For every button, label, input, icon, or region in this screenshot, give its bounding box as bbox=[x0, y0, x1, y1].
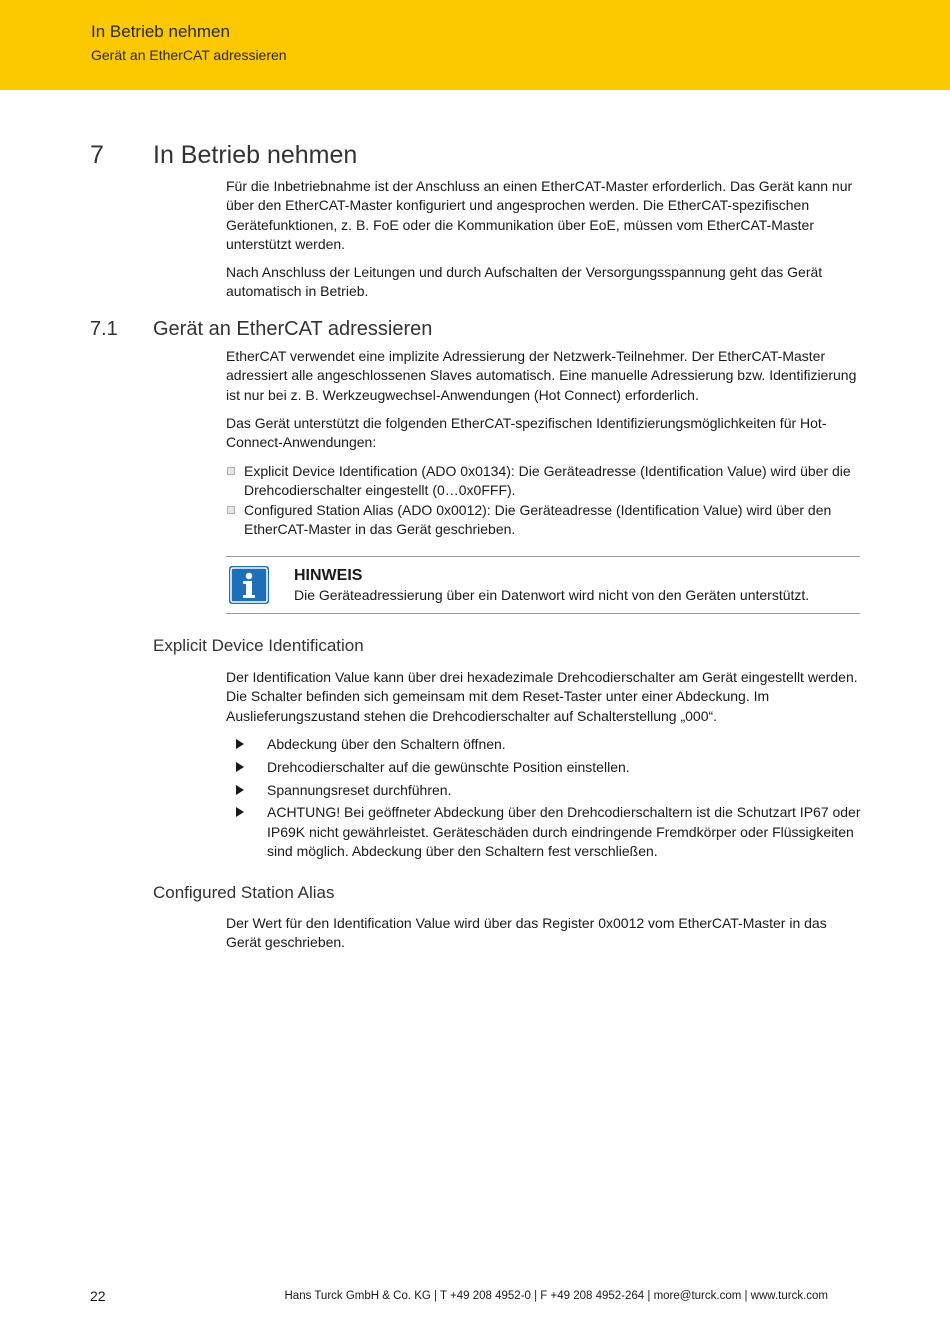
header-band bbox=[0, 0, 950, 90]
step-arrow-icon bbox=[236, 807, 244, 817]
header-subtitle: Gerät an EtherCAT adressieren bbox=[91, 47, 287, 63]
note-box bbox=[226, 556, 860, 614]
footer-contact: Hans Turck GmbH & Co. KG | T +49 208 4952-0 | F +49 208 4952-264 | more@turck.com | www.turck.com bbox=[284, 1290, 828, 1302]
list-item-text: Explicit Device Identification (ADO 0x0134): Die Geräteadresse (Identification Value) wird über die Drehcodierschalter eingestellt (0…0x0FFF). bbox=[244, 463, 851, 499]
step-text: Spannungsreset durchführen. bbox=[267, 781, 452, 798]
chapter-number: 7 bbox=[90, 141, 104, 169]
note-text: Die Geräteadressierung über ein Datenwort wird nicht von den Geräten unterstützt. bbox=[294, 587, 810, 603]
list-item-text: Configured Station Alias (ADO 0x0012): Die Geräteadresse (Identification Value) wird über den EtherCAT-Master in das Gerät geschrieben. bbox=[244, 501, 832, 537]
section-paragraph: Das Gerät unterstützt die folgenden EtherCAT-spezifischen Identifizierungsmöglichkeiten für Hot-Connect-Anwendungen: bbox=[226, 415, 827, 451]
step-item bbox=[236, 758, 862, 777]
header-title: In Betrieb nehmen bbox=[91, 22, 230, 41]
explicit-paragraph: Der Identification Value kann über drei hexadezimale Drehcodierschalter am Gerät eingestellt werden. Die Schalter befinden sich gemeinsam mit dem Reset-Taster unter einer Abdeckung. Im Auslieferungszustand stehen die Drehcodierschalter auf Schalterstellung „000“. bbox=[226, 669, 858, 724]
section-paragraph: EtherCAT verwendet eine implizite Adressierung der Netzwerk-Teilnehmer. Der EtherCAT-Master adressiert alle angeschlossenen Slaves automatisch. Eine manuelle Adressierung bzw. Identifizierung ist nur bei z. B. Werkzeugwechsel-Anwendungen (Hot Connect) erforderlich. bbox=[226, 348, 857, 403]
subheading-configured: Configured Station Alias bbox=[153, 883, 335, 902]
configured-paragraph: Der Wert für den Identification Value wird über das Register 0x0012 vom EtherCAT-Master in das Gerät geschrieben. bbox=[226, 915, 827, 951]
step-text: Abdeckung über den Schaltern öffnen. bbox=[267, 736, 506, 752]
step-arrow-icon bbox=[236, 785, 244, 795]
step-item bbox=[236, 781, 862, 800]
subheading-explicit: Explicit Device Identification bbox=[153, 636, 364, 655]
identification-options-list bbox=[226, 462, 862, 539]
step-list bbox=[236, 735, 862, 865]
list-item bbox=[226, 462, 862, 501]
step-arrow-icon bbox=[236, 762, 244, 772]
bullet-square-icon bbox=[227, 467, 235, 475]
step-item bbox=[236, 735, 862, 754]
chapter-title: In Betrieb nehmen bbox=[153, 141, 358, 169]
section-number: 7.1 bbox=[90, 318, 118, 340]
step-text: Drehcodierschalter auf die gewünschte Position einstellen. bbox=[267, 758, 630, 775]
note-title: HINWEIS bbox=[294, 567, 363, 584]
section-title: Gerät an EtherCAT adressieren bbox=[153, 318, 433, 340]
info-icon bbox=[229, 566, 269, 604]
chapter-paragraph: Nach Anschluss der Leitungen und durch Aufschalten der Versorgungsspannung geht das Gerät automatisch in Betrieb. bbox=[226, 264, 823, 300]
page-number: 22 bbox=[90, 1288, 106, 1304]
step-item bbox=[236, 803, 862, 861]
list-item bbox=[226, 501, 862, 540]
chapter-paragraph: Für die Inbetriebnahme ist der Anschluss an einen EtherCAT-Master erforderlich. Das Gerät kann nur über den EtherCAT-Master konfiguriert und angesprochen werden. Die EtherCAT-spezifischen Gerätefunktionen, z. B. FoE oder die Kommunikation über EoE, müssen vom EtherCAT-Master unterstützt werden. bbox=[226, 178, 853, 252]
bullet-square-icon bbox=[227, 506, 235, 514]
step-arrow-icon bbox=[236, 739, 244, 749]
step-text: ACHTUNG! Bei geöffneter Abdeckung über den Drehcodierschaltern ist die Schutzart IP67 oder IP69K nicht gewährleistet. Geräteschäden durch eindringende Fremdkörper oder Flüssigkeiten sind möglich. Abdeckung über den Schaltern fest verschließen. bbox=[267, 804, 861, 859]
